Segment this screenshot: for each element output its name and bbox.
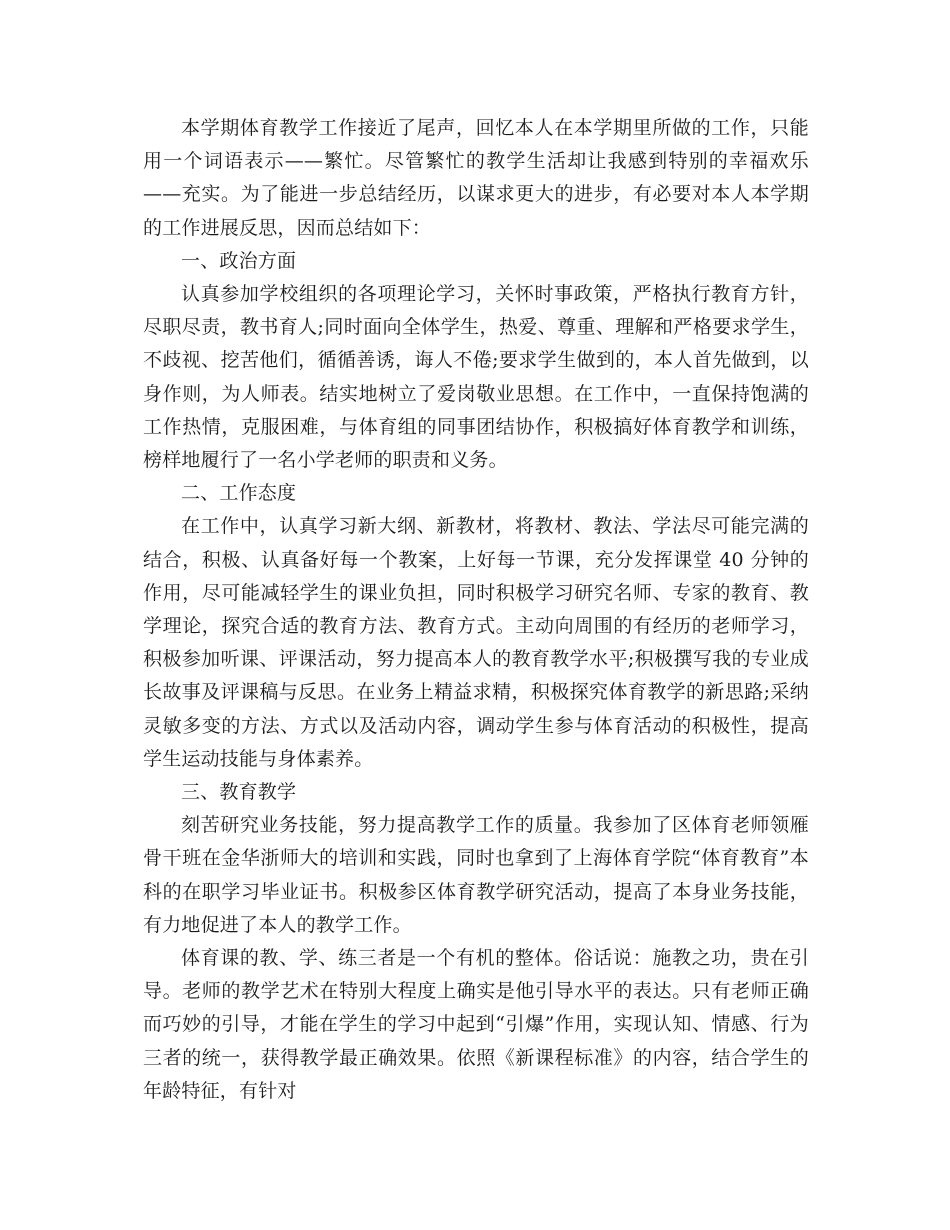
section-paragraph-teaching-2: 体育课的教、学、练三者是一个有机的整体。俗话说：施教之功，贵在引导。老师的教学艺术在特别大程度上确实是他引导水平的表达。只有老师正确而巧妙的引导，才能在学生的学习中起到“引爆”作用，实现认知、情感、行为三者的统一，获得教学最正确效果。依照《新课程标准》的内容，结合学生的年龄特征，有针对 bbox=[143, 947, 809, 1102]
section-paragraph-attitude: 在工作中，认真学习新大纲、新教材，将教材、教法、学法尽可能完满的结合，积极、认真备好每一个教案，上好每一节课，充分发挥课堂 40 分钟的作用，尽可能减轻学生的课业负担，同时积极学习研究名师、专家的教育、教学理论，探究合适的教育方法、教育方式。主动向周围的有经历的老师学习，积极参加听课、评课活动，努力提高本人的教育教学水平;积极撰写我的专业成长故事及评课稿与反思。在业务上精益求精，积极探究体育教学的新思路;采纳灵敏多变的方法、方式以及活动内容，调动学生参与体育活动的积极性，提高学生运动技能与身体素养。 bbox=[143, 515, 809, 770]
section-heading-attitude: 二、工作态度 bbox=[181, 482, 297, 505]
section-heading-teaching: 三、教育教学 bbox=[181, 781, 297, 804]
document-body bbox=[143, 112, 809, 1108]
section-paragraph-teaching-1: 刻苦研究业务技能，努力提高教学工作的质量。我参加了区体育老师领雁骨干班在金华浙师大的培训和实践，同时也拿到了上海体育学院“体育教育”本科的在职学习毕业证书。积极参区体育教学研究活动，提高了本身业务技能，有力地促进了本人的教学工作。 bbox=[143, 814, 809, 936]
intro-paragraph: 本学期体育教学工作接近了尾声，回忆本人在本学期里所做的工作，只能用一个词语表示——繁忙。尽管繁忙的教学生活却让我感到特别的幸福欢乐——充实。为了能进一步总结经历，以谋求更大的进步，有必要对本人本学期的工作进展反思，因而总结如下： bbox=[143, 117, 809, 239]
section-paragraph-politics: 认真参加学校组织的各项理论学习，关怀时事政策，严格执行教育方针，尽职尽责，教书育人;同时面向全体学生，热爱、尊重、理解和严格要求学生，不歧视、挖苦他们，循循善诱，诲人不倦;要求学生做到的，本人首先做到，以身作则，为人师表。结实地树立了爱岗敬业思想。在工作中，一直保持饱满的工作热情，克服困难，与体育组的同事团结协作，积极搞好体育教学和训练，榜样地履行了一名小学老师的职责和义务。 bbox=[143, 283, 809, 472]
section-heading-politics: 一、政治方面 bbox=[181, 249, 297, 272]
